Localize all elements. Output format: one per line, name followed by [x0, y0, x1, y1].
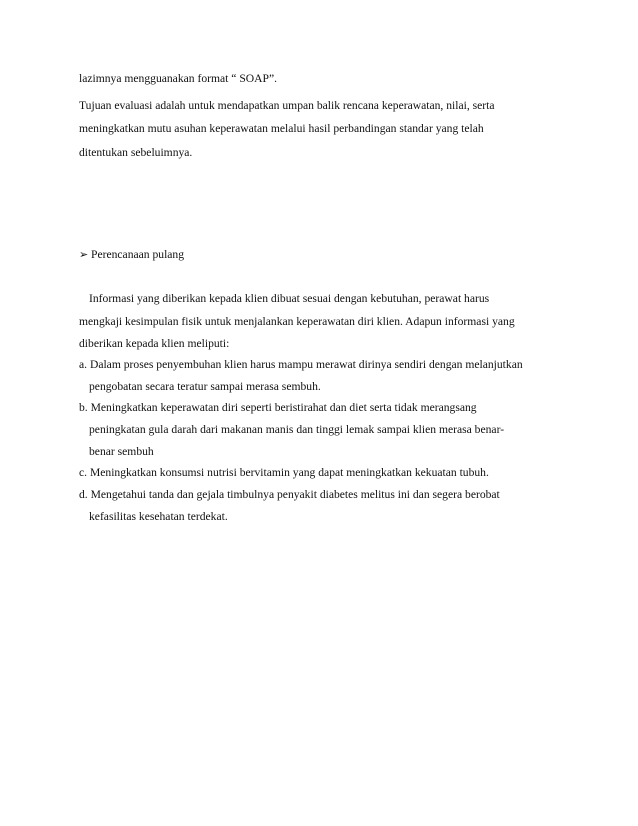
discharge-intro-line-2: mengkaji kesimpulan fisik untuk menjalankan keperawatan diri klien. Adapun informasi yang — [79, 315, 515, 328]
arrow-bullet-icon: ➢ — [79, 249, 89, 261]
discharge-heading-row — [79, 248, 184, 262]
evaluation-line-3: meningkatkan mutu asuhan keperawatan melalui hasil perbandingan standar yang telah — [79, 122, 484, 135]
discharge-item-d-line-2: kefasilitas kesehatan terdekat. — [89, 510, 228, 523]
discharge-item-a-line-1: a. Dalam proses penyembuhan klien harus mampu merawat dirinya sendiri dengan melanjutkan — [79, 358, 523, 371]
evaluation-line-1: lazimnya mengguanakan format “ SOAP”. — [79, 72, 277, 85]
discharge-item-c-line-1: c. Meningkatkan konsumsi nutrisi bervitamin yang dapat meningkatkan kekuatan tubuh. — [79, 466, 489, 479]
discharge-heading: Perencanaan pulang — [91, 248, 185, 261]
evaluation-line-2: Tujuan evaluasi adalah untuk mendapatkan umpan balik rencana keperawatan, nilai, serta — [79, 99, 495, 112]
discharge-item-a-line-2: pengobatan secara teratur sampai merasa sembuh. — [89, 380, 321, 393]
discharge-item-b-line-3: benar sembuh — [89, 445, 154, 458]
discharge-item-b-line-2: peningkatan gula darah dari makanan manis dan tinggi lemak sampai klien merasa benar- — [89, 423, 505, 436]
discharge-item-b-line-1: b. Meningkatkan keperawatan diri seperti beristirahat dan diet serta tidak merangsang — [79, 401, 477, 414]
discharge-item-d-line-1: d. Mengetahui tanda dan gejala timbulnya penyakit diabetes melitus ini dan segera berobat — [79, 488, 500, 501]
discharge-intro-line-3: diberikan kepada klien meliputi: — [79, 337, 230, 350]
discharge-intro-line-1: Informasi yang diberikan kepada klien dibuat sesuai dengan kebutuhan, perawat harus — [89, 292, 490, 305]
evaluation-line-4: ditentukan sebeluimnya. — [79, 146, 193, 159]
